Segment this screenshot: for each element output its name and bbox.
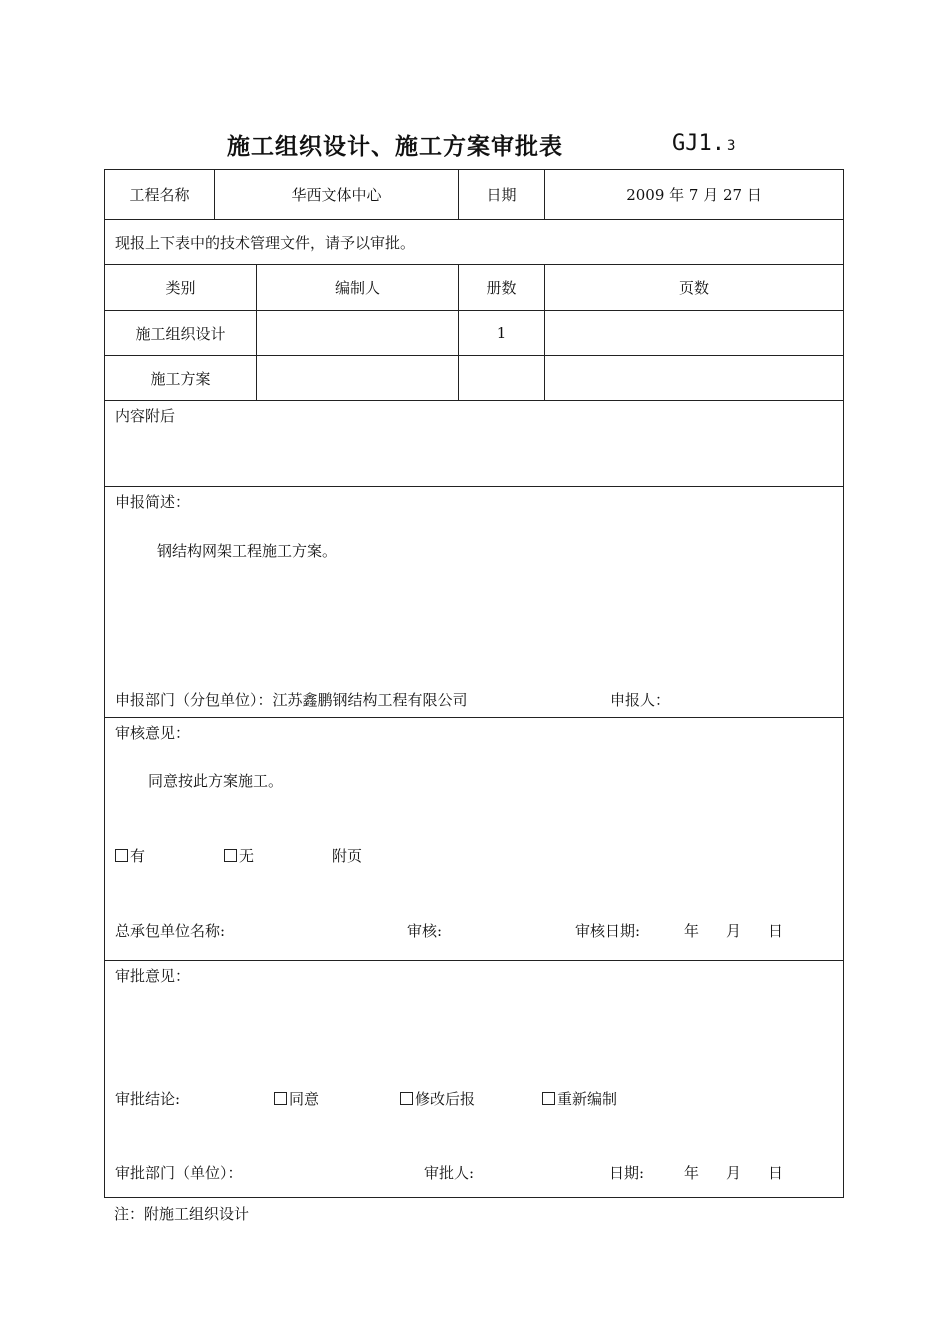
checkbox-no-label: 无 <box>239 847 255 865</box>
submission-label: 申报简述： <box>115 493 191 511</box>
approval-form-table <box>104 169 844 1198</box>
approver-label: 审批人: <box>424 1164 475 1182</box>
checkbox-icon <box>115 849 128 862</box>
attachment-row <box>105 401 844 487</box>
submission-row <box>105 487 844 718</box>
approval-year: 年 <box>684 1164 700 1182</box>
approval-row <box>105 961 844 1198</box>
review-month: 月 <box>726 922 742 940</box>
checkbox-icon <box>224 849 237 862</box>
col-pages: 页数 <box>545 265 844 311</box>
page-title: 施工组织设计、施工方案审批表 <box>227 134 563 160</box>
checkbox-redo[interactable] <box>542 1088 617 1109</box>
checkbox-yes[interactable] <box>115 845 145 866</box>
row-volumes[interactable] <box>459 356 545 401</box>
date-label: 日期 <box>459 170 545 220</box>
contractor-label: 总承包单位名称: <box>115 922 226 940</box>
submission-content[interactable]: 钢结构网架工程施工方案。 <box>157 542 338 560</box>
checkbox-agree[interactable] <box>274 1088 319 1109</box>
approval-day: 日 <box>768 1164 784 1182</box>
row-author[interactable] <box>257 311 459 356</box>
review-content[interactable]: 同意按此方案施工。 <box>148 772 284 790</box>
checkbox-modify-label: 修改后报 <box>415 1090 476 1108</box>
row-volumes[interactable]: 1 <box>459 311 545 356</box>
approval-dept-label: 审批部门（单位）： <box>115 1164 243 1182</box>
checkbox-icon <box>400 1092 413 1105</box>
checkbox-redo-label: 重新编制 <box>557 1090 618 1108</box>
project-name-label: 工程名称 <box>105 170 215 220</box>
header-row <box>105 170 844 220</box>
review-row <box>105 718 844 961</box>
col-volumes: 册数 <box>459 265 545 311</box>
approval-month: 月 <box>726 1164 742 1182</box>
form-code-main: GJ1. <box>672 131 725 156</box>
review-year: 年 <box>684 922 700 940</box>
col-category: 类别 <box>105 265 257 311</box>
attachment-text: 内容附后 <box>115 407 176 425</box>
approval-date-label: 日期: <box>609 1164 645 1182</box>
table-row <box>105 311 844 356</box>
reviewer-label: 审核: <box>407 922 443 940</box>
approval-cell <box>105 961 844 1198</box>
review-date-label: 审核日期: <box>575 922 641 940</box>
attachment-cell <box>105 401 844 487</box>
checkbox-icon <box>274 1092 287 1105</box>
checkbox-yes-label: 有 <box>130 847 146 865</box>
form-code <box>672 131 735 156</box>
table-row <box>105 356 844 401</box>
row-category: 施工组织设计 <box>105 311 257 356</box>
attach-page-label: 附页 <box>332 847 363 865</box>
doc-table-header <box>105 265 844 311</box>
approval-label: 审批意见： <box>115 967 191 985</box>
footer-note: 注：附施工组织设计 <box>114 1205 250 1223</box>
submission-dept: 申报部门（分包单位）：江苏鑫鹏钢结构工程有限公司 <box>115 691 468 709</box>
row-pages[interactable] <box>545 311 844 356</box>
reporter-label: 申报人： <box>610 691 671 709</box>
row-category: 施工方案 <box>105 356 257 401</box>
form-code-sub: 3 <box>726 138 736 154</box>
review-label: 审核意见： <box>115 724 191 742</box>
date-value[interactable]: 2009 年 7 月 27 日 <box>545 170 844 220</box>
checkbox-no[interactable] <box>224 845 254 866</box>
checkbox-agree-label: 同意 <box>289 1090 320 1108</box>
review-day: 日 <box>768 922 784 940</box>
checkbox-icon <box>542 1092 555 1105</box>
submission-cell <box>105 487 844 718</box>
checkbox-modify[interactable] <box>400 1088 475 1109</box>
review-cell <box>105 718 844 961</box>
intro-text: 现报上下表中的技术管理文件，请予以审批。 <box>105 220 844 265</box>
project-name-value[interactable]: 华西文体中心 <box>215 170 459 220</box>
row-author[interactable] <box>257 356 459 401</box>
row-pages[interactable] <box>545 356 844 401</box>
intro-row <box>105 220 844 265</box>
col-author: 编制人 <box>257 265 459 311</box>
conclusion-label: 审批结论: <box>115 1090 181 1108</box>
